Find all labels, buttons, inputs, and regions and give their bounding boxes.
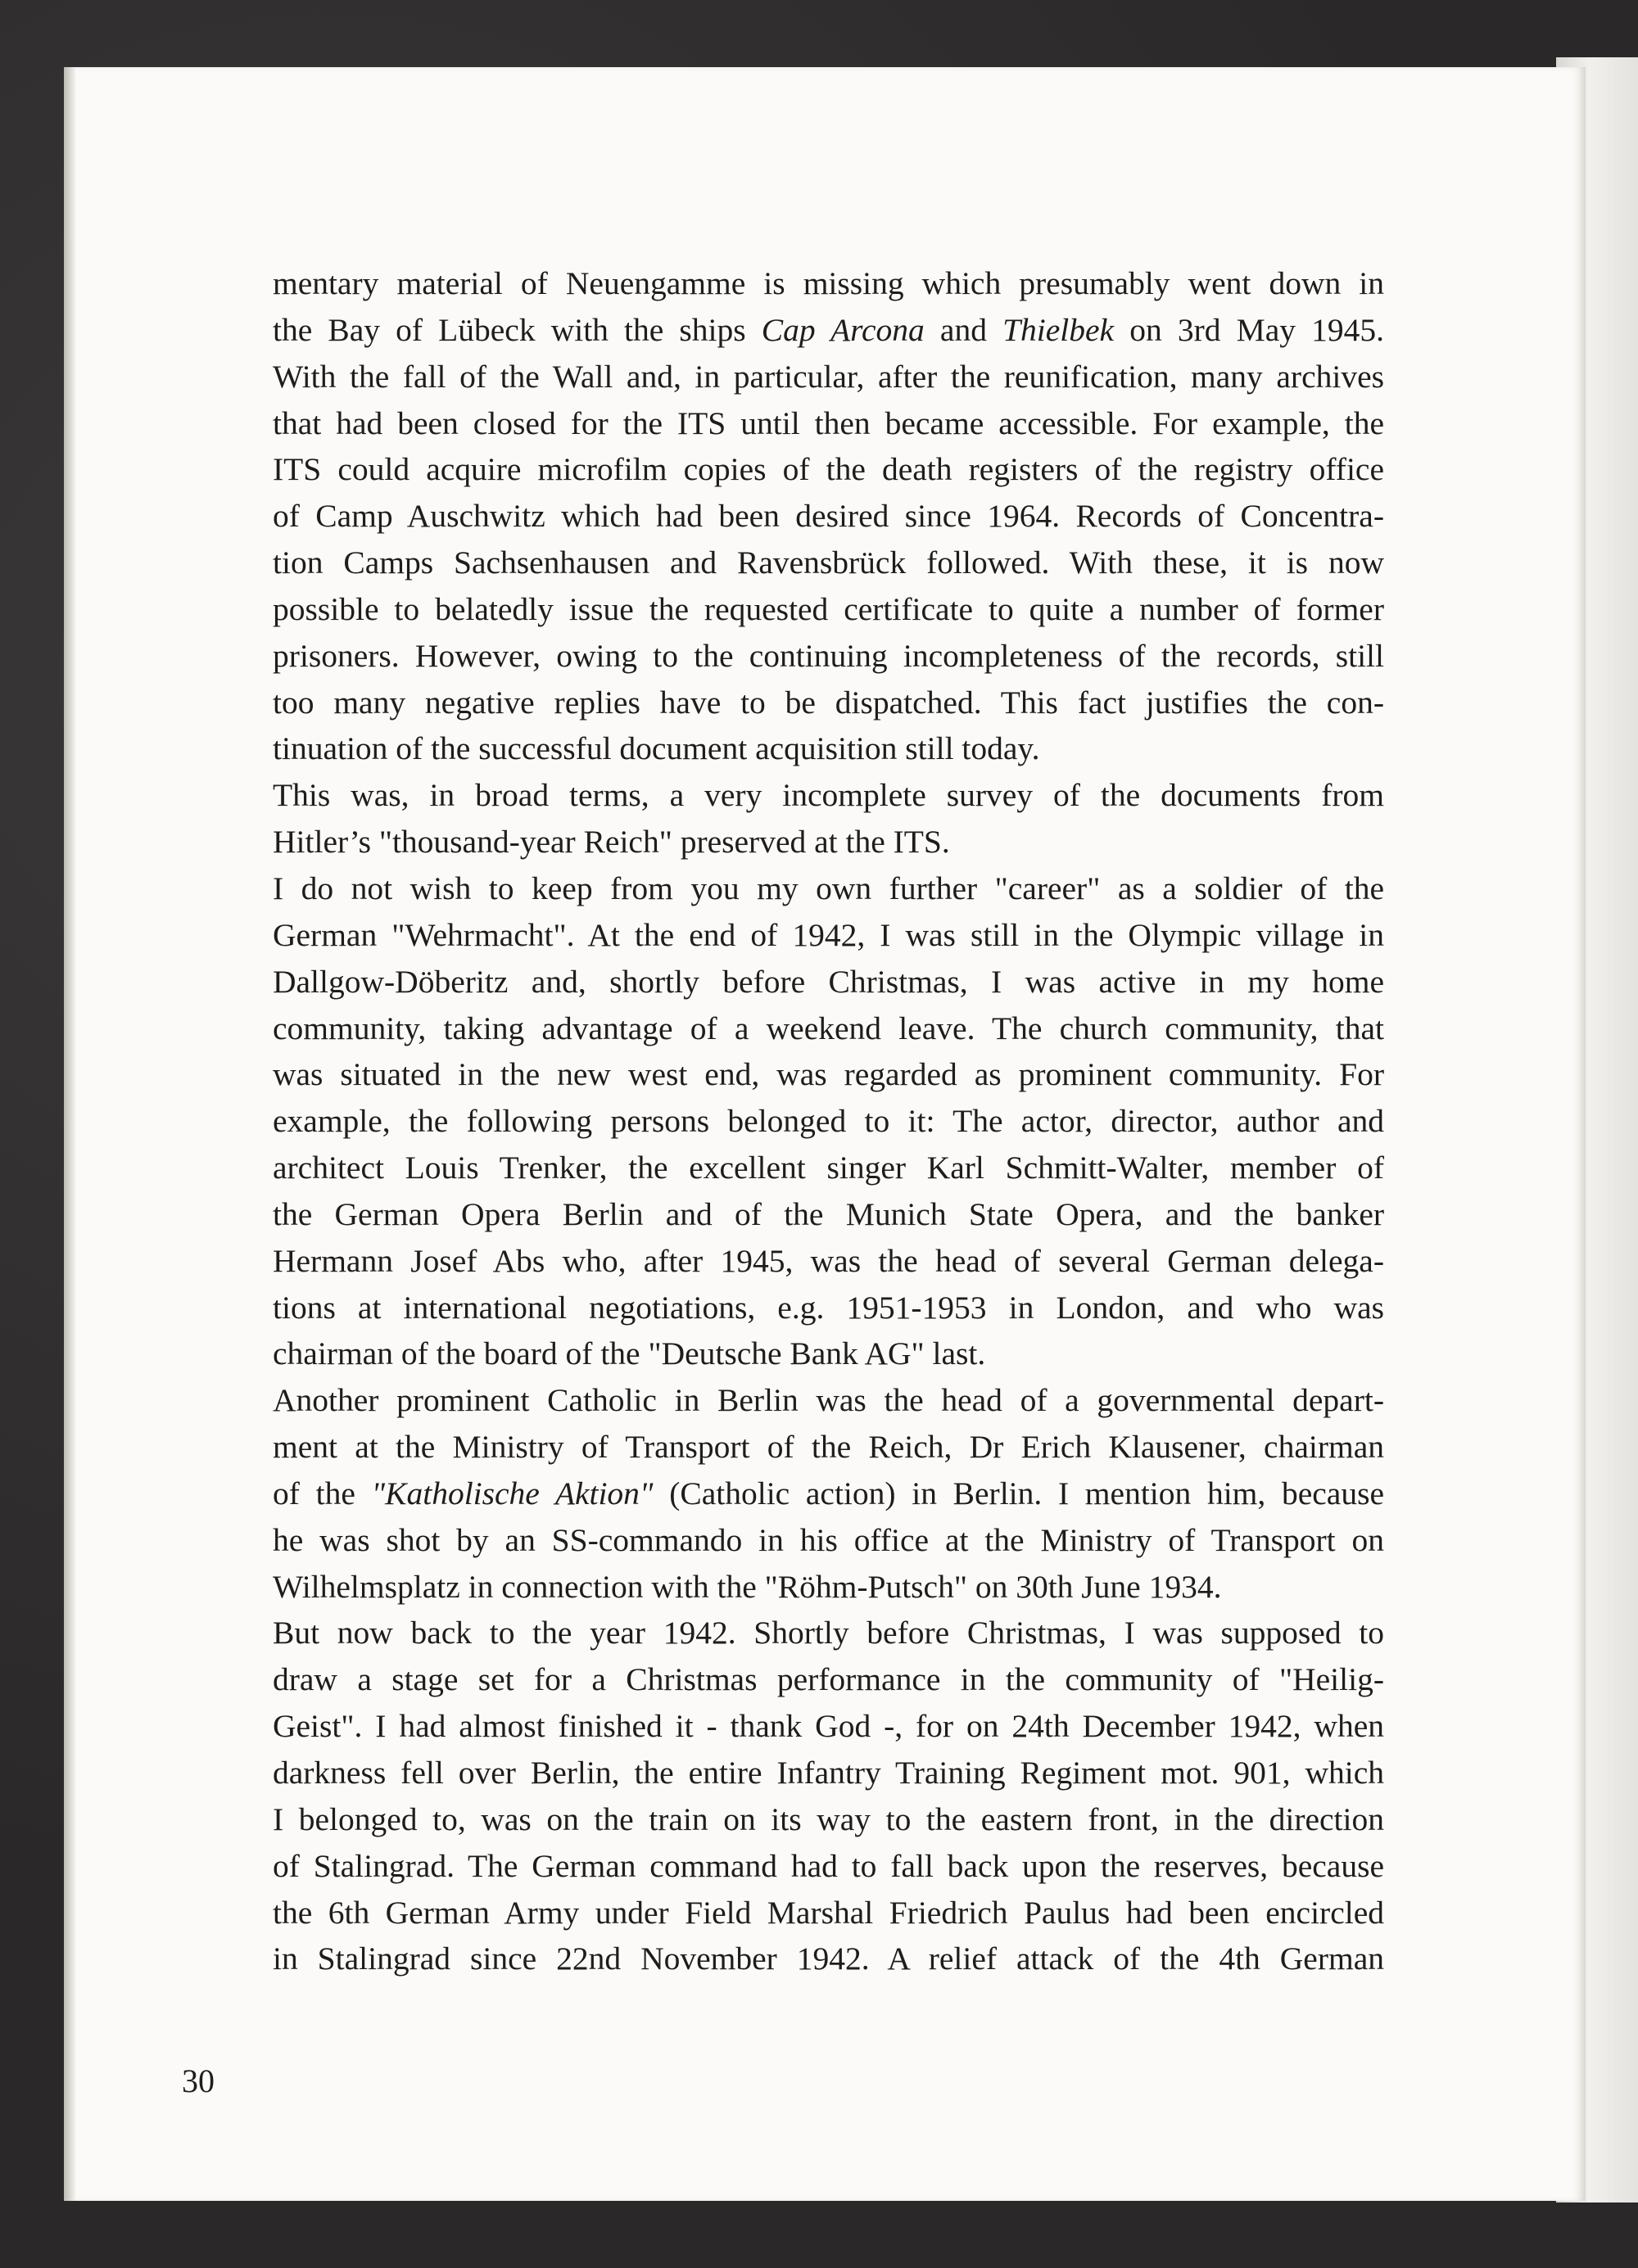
text-line: mentary material of Neuengamme is missing which presumably went down in (273, 265, 1384, 301)
text-line: Geist". I had almost finished it - thank God -, for on 24th December 1942, when (273, 1708, 1384, 1745)
italic-text: Cap Arcona (761, 311, 925, 348)
text-line: Wilhelmsplatz in connection with the "Röhm-Putsch" on 30th June 1934. (273, 1568, 1222, 1605)
italic-text: "Katholische Aktion" (371, 1475, 654, 1511)
text-line: possible to belatedly issue the requested certificate to quite a number of former (273, 590, 1384, 627)
text-run: on 3rd May 1945. (1114, 311, 1384, 348)
text-line: German "Wehrmacht". At the end of 1942, I was still in the Olympic village in (273, 916, 1384, 953)
text-line: ITS could acquire microfilm copies of the death registers of the registry office (273, 451, 1384, 488)
text-line: Another prominent Catholic in Berlin was the head of a governmental depart- (273, 1382, 1384, 1419)
text-run: of the (273, 1475, 372, 1511)
text-line: Dallgow-Döberitz and, shortly before Christmas, I was active in my home (273, 963, 1384, 1000)
text-line: prisoners. However, owing to the continuing incompleteness of the records, still (273, 637, 1384, 674)
text-run: and (924, 311, 1003, 348)
page-number: 30 (182, 2062, 215, 2099)
body-text (273, 260, 1384, 1982)
text-line: I do not wish to keep from you my own further "career" as a soldier of the (273, 870, 1384, 906)
text-line: ment at the Ministry of Transport of the Reich, Dr Erich Klausener, chairman (273, 1429, 1384, 1466)
text-line: community, taking advantage of a weekend leave. The church community, that (273, 1010, 1384, 1046)
text-run: the Bay of Lübeck with the ships (273, 311, 762, 348)
text-line: example, the following persons belonged to it: The actor, director, author and (273, 1103, 1384, 1140)
text-line: chairman of the board of the "Deutsche Bank AG" last. (273, 1335, 986, 1372)
text-line: in Stalingrad since 22nd November 1942. A relief attack of the 4th German (273, 1940, 1384, 1977)
text-line: the 6th German Army under Field Marshal Friedrich Paulus had been encircled (273, 1894, 1384, 1931)
text-line: darkness fell over Berlin, the entire Infantry Training Regiment mot. 901, which (273, 1755, 1384, 1791)
text-line: tion Camps Sachsenhausen and Ravensbrück followed. With these, it is now (273, 544, 1384, 581)
text-line: too many negative replies have to be dispatched. This fact justifies the con- (273, 684, 1384, 721)
text-line: of Stalingrad. The German command had to fall back upon the reserves, because (273, 1847, 1384, 1884)
page-binding-edge (64, 67, 75, 2201)
text-line: that had been closed for the ITS until then became accessible. For example, the (273, 404, 1384, 441)
text-line: he was shot by an SS-commando in his office at the Ministry of Transport on (273, 1521, 1384, 1558)
text-line: draw a stage set for a Christmas performance in the community of "Heilig- (273, 1661, 1384, 1698)
text-line: was situated in the new west end, was regarded as prominent community. For (273, 1056, 1384, 1093)
text-line: the German Opera Berlin and of the Munich State Opera, and the banker (273, 1195, 1384, 1232)
text-line: Hermann Josef Abs who, after 1945, was the head of several German delega- (273, 1242, 1384, 1279)
text-line: tions at international negotiations, e.g. 1951-1953 in London, and who was (273, 1289, 1384, 1326)
text-line (273, 307, 1384, 354)
text-line: Hitler’s "thousand-year Reich" preserved at the ITS. (273, 824, 950, 861)
text-line: With the fall of the Wall and, in particular, after the reunification, many archives (273, 358, 1384, 395)
text-line: This was, in broad terms, a very incomplete survey of the documents from (273, 777, 1384, 814)
text-line: I belonged to, was on the train on its way to the eastern front, in the direction (273, 1800, 1384, 1837)
text-line: of Camp Auschwitz which had been desired since 1964. Records of Concentra- (273, 498, 1384, 535)
text-line: architect Louis Trenker, the excellent singer Karl Schmitt-Walter, member of (273, 1150, 1384, 1186)
text-line (273, 1471, 1384, 1517)
text-run: (Catholic action) in Berlin. I mention him, because (653, 1475, 1384, 1511)
text-line: tinuation of the successful document acquisition still today. (273, 730, 1040, 767)
text-line: But now back to the year 1942. Shortly before Christmas, I was supposed to (273, 1615, 1384, 1651)
italic-text: Thielbek (1002, 311, 1115, 348)
